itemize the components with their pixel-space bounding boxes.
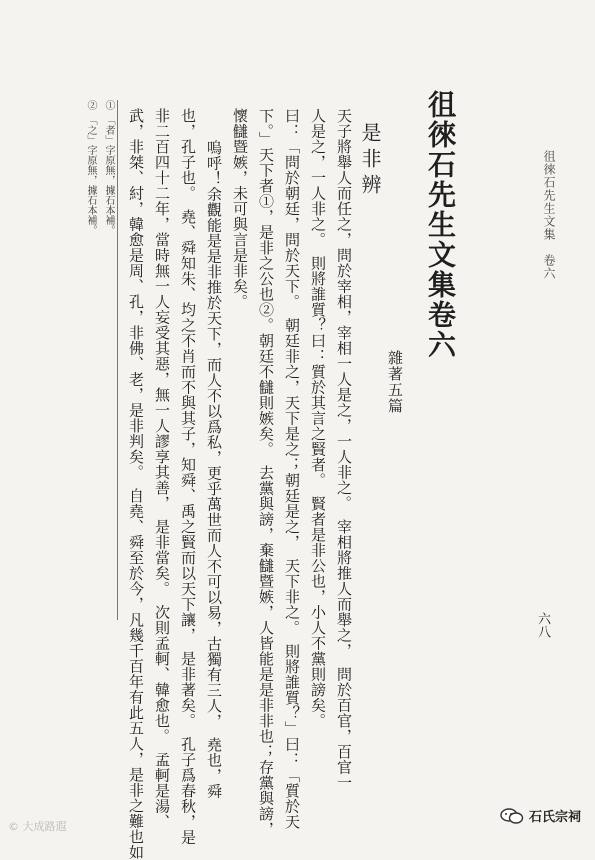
footnote: ① 「者」字原無，據石本補。 <box>103 100 114 235</box>
footnote: ② 「之」字原無，據石本補。 <box>85 100 96 235</box>
watermark-left: © 大成路遐 <box>8 820 67 833</box>
watermark-right-label: 石氏宗祠 <box>528 810 581 825</box>
volume-subtitle: 雜著五篇 <box>386 350 404 414</box>
body-column: 下。」天下者①，是非之公也②。朝廷不讎則嫉矣。 去黨與謗，棄讎暨嫉，人皆能是是非非也；存黨與謗， <box>257 108 275 837</box>
body-column: 也，孔子也。 堯、舜知朱、均之不肖而不與其子，知舜、禹之賢而以天下讓， 是非著矣。 孔子爲春秋，是 <box>179 108 197 845</box>
volume-title: 徂徠石先生文集卷六 <box>424 90 457 360</box>
wechat-icon <box>500 808 524 824</box>
body-column: 嗚呼！余觀能是是非推於天下，而人不以爲私，更乎萬世而人不可以易，古獨有三人， 堯也，舜 <box>205 140 223 799</box>
footnote-divider <box>117 100 118 620</box>
body-column: 天子將舉人而任之，問於宰相，宰相一人是之，一人非之。 宰相將推人而舉之， 問於百官，百官一 <box>335 108 353 791</box>
body-column: 人是之，一人非之。 則將誰質？曰：質於其言之賢者。 賢者是非公也，小人不黨則謗矣。 <box>309 108 327 729</box>
page-number: 六八 <box>535 612 550 638</box>
watermark-right <box>500 806 581 825</box>
body-column: 曰：「問於朝廷，問於天下。 朝廷非之，天下是之；朝廷是之， 天下非之。 則將誰質？」曰：「質於天 <box>283 108 301 830</box>
essay-title: 是非辨 <box>358 122 382 200</box>
body-column: 非二百四十二年，當時無一人妄受其惡，無一人謬享其善， 是非當矣。 次則孟軻、韓愈也。 孟軻是湯、 <box>153 108 171 830</box>
running-header: 徂徠石先生文集 卷六 <box>542 150 556 280</box>
body-column: 武，非桀、紂，韓愈是周、孔，非佛、老，是非判矣。 自堯、舜至於今，凡幾千百年有此五人，是非之難也如 <box>127 108 145 860</box>
body-column: 懷讎暨嫉，未可與言是非矣。 <box>231 108 249 310</box>
